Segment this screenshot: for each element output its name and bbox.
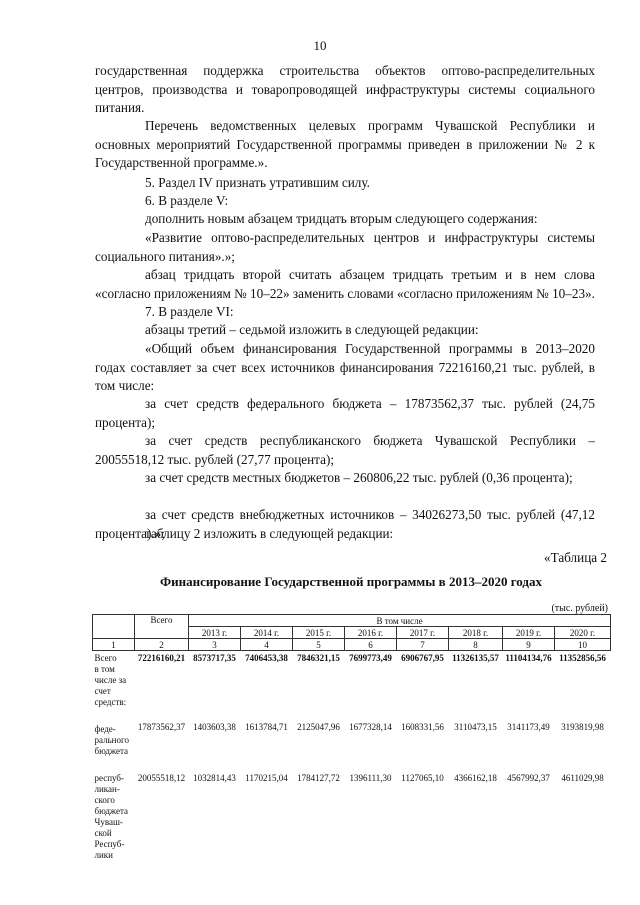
row-total <box>93 651 611 709</box>
column-number-3: 3 <box>189 639 241 651</box>
cell-value: 6906767,95 <box>401 653 444 663</box>
paragraph-total-financing: «Общий объем финансирования Государственной программы в 2013–2020 годах составляет за счет всех источников финансирования 72216160,21 тыс. рублей, в том числе: <box>95 341 595 393</box>
paragraph-section-iv: 5. Раздел IV признать утратившим силу. <box>145 175 370 190</box>
cell-value: 8573717,35 <box>193 653 236 663</box>
cell-value: 2125047,96 <box>297 722 340 732</box>
column-number-8: 8 <box>449 639 503 651</box>
column-number-4: 4 <box>241 639 293 651</box>
row-label: феде- рального бюджета <box>94 724 129 756</box>
cell-value: 3193819,98 <box>561 722 604 732</box>
paragraph-table2-instruction: таблицу 2 изложить в следующей редакции: <box>145 526 394 541</box>
cell-value: 1677328,14 <box>349 722 392 732</box>
row-republic-budget <box>93 771 611 861</box>
paragraph-programs-list: Перечень ведомственных целевых программ Чувашской Республики и основных мероприятий Государственной программы приведен в приложении № 2 к Государственной программе.». <box>95 118 595 170</box>
cell-value: 72216160,21 <box>137 653 186 663</box>
paragraph-abzacy: абзацы третий – седьмой изложить в следующей редакции: <box>145 322 479 337</box>
paragraph-local-budgets: за счет средств местных бюджетов – 260806,22 тыс. рублей (0,36 процента); <box>145 470 573 485</box>
cell-value: 1170215,04 <box>245 773 288 783</box>
column-number-1: 1 <box>93 639 135 651</box>
paragraph-section-vi: 7. В разделе VI: <box>145 304 234 319</box>
paragraph-section-v: 6. В разделе V: <box>145 193 229 208</box>
header-year-1: 2013 г. <box>189 627 241 639</box>
paragraph-add-abzac: дополнить новым абзацем тридцать вторым следующего содержания: <box>145 211 538 226</box>
column-number-5: 5 <box>293 639 345 651</box>
paragraph-abzac-renumber: абзац тридцать второй считать абзацем тридцать третьим и в нем слова «согласно приложениям № 10–22» заменить словами «согласно приложениям № 10–23». <box>95 267 595 301</box>
row-label: респуб- ликан- ского бюджета Чуваш- ской Респуб- лики <box>94 773 129 860</box>
cell-value: 7406453,38 <box>245 653 288 663</box>
cell-value: 11326135,57 <box>452 653 499 663</box>
cell-value: 3110473,15 <box>454 722 497 732</box>
paragraph-support-text: государственная поддержка строительства объектов оптово-распределительных центров, производства и товаропроводящей инфраструктуры системы социального питания. <box>95 63 595 115</box>
cell-value: 3141173,49 <box>507 722 550 732</box>
cell-value: 17873562,37 <box>137 722 186 732</box>
cell-value: 1396111,30 <box>349 773 392 783</box>
column-number-10: 10 <box>555 639 611 651</box>
row-label: Всего в том числе за счет средств: <box>94 653 127 707</box>
header-year-3: 2015 г. <box>293 627 345 639</box>
column-number-6: 6 <box>345 639 397 651</box>
column-number-2: 2 <box>135 639 189 651</box>
cell-value: 1613784,71 <box>245 722 288 732</box>
paragraph-republic-budget: за счет средств республиканского бюджета Чувашской Республики – 20055518,12 тыс. рублей (27,77 процента); <box>95 433 595 467</box>
cell-value: 7699773,49 <box>349 653 392 663</box>
table-header-row-1 <box>93 615 611 627</box>
page-number: 10 <box>313 38 327 53</box>
cell-value: 1784127,72 <box>297 773 340 783</box>
paragraph-quote-development: «Развитие оптово-распределительных центров и инфраструктуры системы социального питания».»; <box>95 230 595 264</box>
header-year-6: 2018 г. <box>449 627 503 639</box>
cell-value: 4366162,18 <box>454 773 497 783</box>
table-caption: «Таблица 2 <box>544 550 607 565</box>
header-year-7: 2019 г. <box>503 627 555 639</box>
cell-value: 11352856,56 <box>559 653 606 663</box>
cell-value: 4611029,98 <box>561 773 604 783</box>
header-year-5: 2017 г. <box>397 627 449 639</box>
cell-value: 11104134,76 <box>505 653 552 663</box>
column-number-7: 7 <box>397 639 449 651</box>
cell-value: 1127065,10 <box>401 773 444 783</box>
header-year-4: 2016 г. <box>345 627 397 639</box>
header-year-8: 2020 г. <box>555 627 611 639</box>
table-title: Финансирование Государственной программы в 2013–2020 годах <box>160 574 542 589</box>
header-total: Всего <box>135 615 189 639</box>
paragraph-federal-budget: за счет средств федерального бюджета – 17873562,37 тыс. рублей (24,75 процента); <box>95 396 595 430</box>
cell-value: 1032814,43 <box>193 773 236 783</box>
cell-value: 4567992,37 <box>507 773 550 783</box>
cell-value: 20055518,12 <box>137 773 186 783</box>
header-year-2: 2014 г. <box>241 627 293 639</box>
header-including: В том числе <box>189 615 611 627</box>
cell-value: 1403603,38 <box>193 722 236 732</box>
cell-value: 1608331,56 <box>401 722 444 732</box>
row-federal-budget <box>93 722 611 757</box>
paragraph-extrabudget: за счет средств внебюджетных источников – 34026273,50 тыс. рублей (47,12 процента).»; <box>95 507 595 541</box>
financing-table <box>92 614 611 861</box>
column-number-9: 9 <box>503 639 555 651</box>
table-header-numbers <box>93 639 611 651</box>
cell-value: 7846321,15 <box>297 653 340 663</box>
table-units: (тыс. рублей) <box>551 603 608 614</box>
